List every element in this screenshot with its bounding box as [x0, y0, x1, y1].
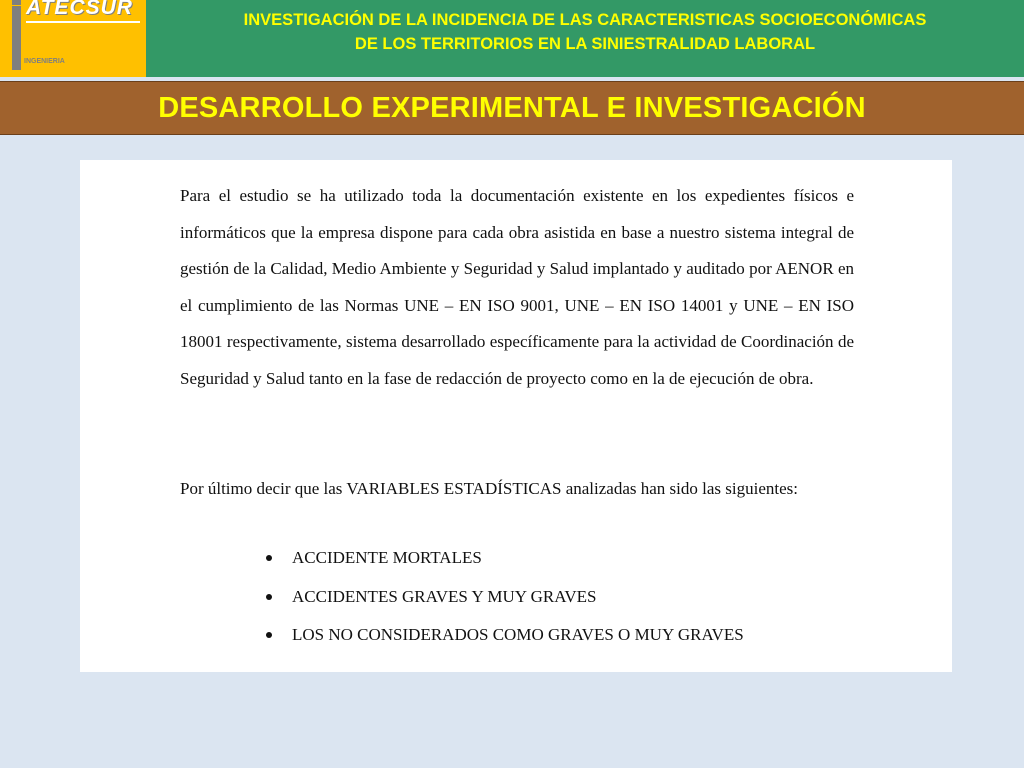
logo-i-dot [12, 0, 21, 5]
list-item [262, 584, 744, 623]
logo-i-bar [12, 6, 21, 70]
document-paragraph-2: Por último decir que las VARIABLES ESTADÍSTICAS analizadas han sido las siguientes: [180, 479, 798, 498]
header-banner [146, 0, 1024, 77]
bullet-icon [266, 594, 272, 600]
logo-tagline: INGENIERIA [24, 58, 65, 65]
document-panel [80, 160, 952, 672]
list-item-label: ACCIDENTES GRAVES Y MUY GRAVES [292, 586, 597, 606]
list-item [262, 545, 744, 584]
list-item [262, 622, 744, 661]
presentation-title-line1: INVESTIGACIÓN DE LA INCIDENCIA DE LAS CARACTERISTICAS SOCIOECONÓMICAS [243, 10, 927, 29]
presentation-title [244, 8, 927, 56]
variables-list [262, 545, 744, 661]
list-item-label: LOS NO CONSIDERADOS COMO GRAVES O MUY GRAVES [292, 625, 744, 644]
logo-wordmark: ATECSUR [26, 0, 133, 19]
document-paragraph-1: Para el estudio se ha utilizado toda la documentación existente en los expedientes físicos e informáticos que la empresa dispone para cada obra asistida en base a nuestro sistema integral de gestión de la Calidad, Medio Ambiente y Seguridad y Salud implantado y auditado por AENOR en el cumplimiento de las Normas UNE – EN ISO 9001, UNE – EN ISO 14001 y UNE – EN ISO 18001 respectivamente, sistema desarrollado específicamente para la actividad de Coordinación de Seguridad y Salud tanto en la fase de redacción de proyecto como en la de ejecución de obra. [180, 186, 854, 388]
bullet-icon [266, 632, 272, 638]
bullet-icon [266, 555, 272, 561]
section-bar [0, 81, 1024, 135]
list-item-label: ACCIDENTE MORTALES [292, 548, 482, 567]
company-logo [0, 0, 146, 77]
presentation-title-line2: DE LOS TERRITORIOS EN LA SINIESTRALIDAD LABORAL [354, 34, 816, 53]
logo-underline [26, 21, 140, 23]
section-title: DESARROLLO EXPERIMENTAL E INVESTIGACIÓN [158, 91, 866, 124]
